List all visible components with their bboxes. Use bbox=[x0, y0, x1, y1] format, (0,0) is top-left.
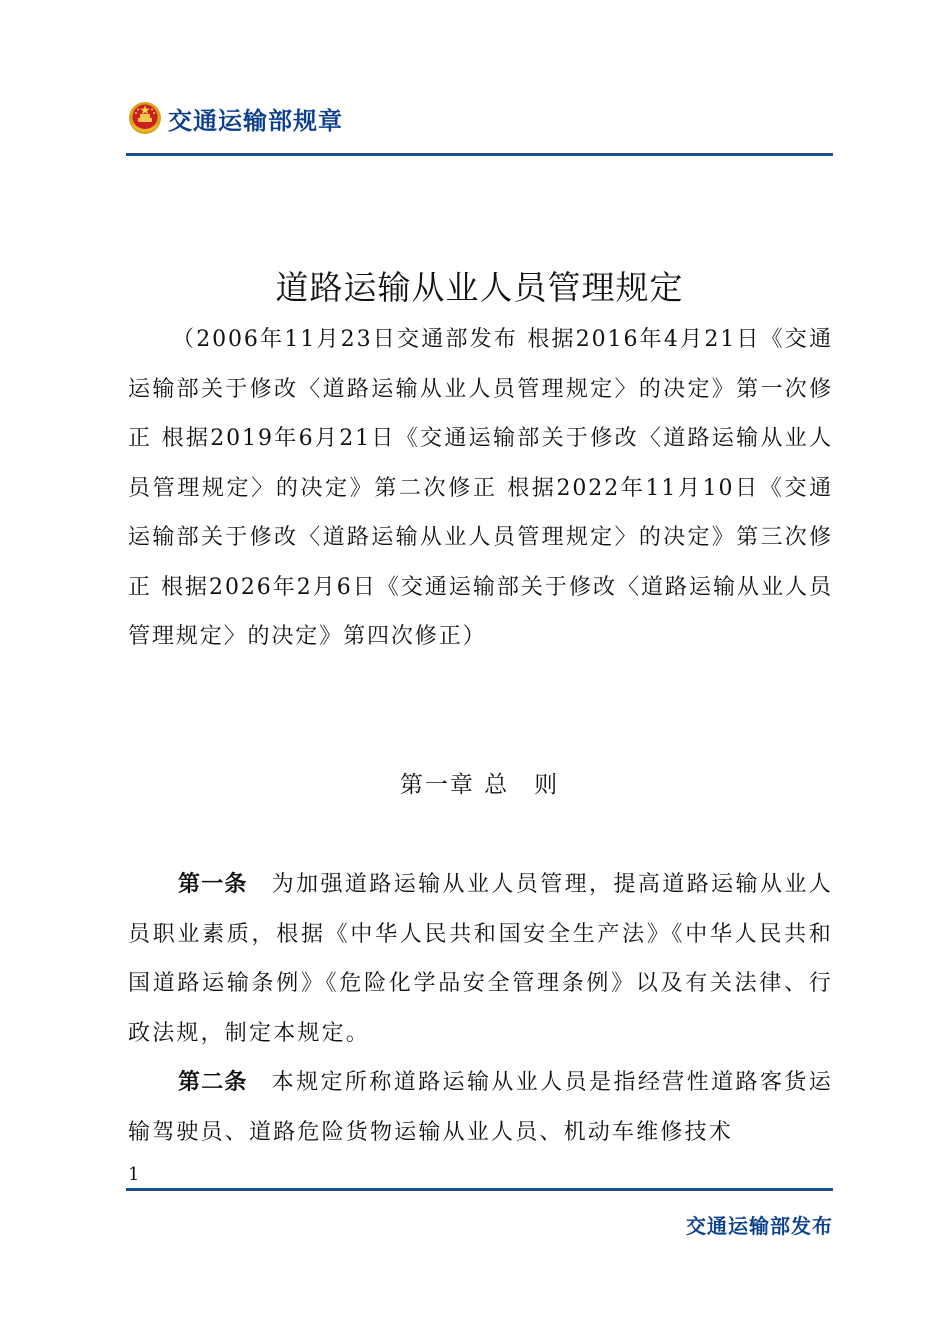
footer-publisher: 交通运输部发布 bbox=[686, 1214, 833, 1238]
footer-divider bbox=[126, 1188, 833, 1191]
page-number: 1 bbox=[128, 1164, 140, 1185]
document-title: 道路运输从业人员管理规定 bbox=[275, 268, 684, 307]
article-label: 第一条 bbox=[178, 872, 248, 897]
article-label: 第二条 bbox=[178, 1070, 248, 1095]
chapter-heading: 第一章 总 则 bbox=[399, 772, 560, 798]
national-emblem-icon bbox=[128, 101, 162, 135]
article-paragraph bbox=[128, 1058, 833, 1157]
header-divider bbox=[126, 153, 833, 156]
page-header bbox=[128, 96, 833, 140]
header-title: 交通运输部规章 bbox=[168, 106, 343, 135]
article-paragraph bbox=[128, 860, 833, 1058]
article-text: 本规定所称道路运输从业人员是指经营性道路客货运输驾驶员、道路危险货物运输从业人员、机动车维修技术 bbox=[128, 1070, 833, 1145]
article-text: 为加强道路运输从业人员管理，提高道路运输从业人员职业素质，根据《中华人民共和国安全生产法》《中华人民共和国道路运输条例》《危险化学品安全管理条例》以及有关法律、行政法规，制定本规定。 bbox=[128, 872, 833, 1046]
document-revision-note: （2006年11月23日交通部发布 根据2016年4月21日《交通运输部关于修改〈道路运输从业人员管理规定〉的决定》第一次修正 根据2019年6月21日《交通运输部关于修改〈道路运输从业人员管理规定〉的决定》第二次修正 根据2022年11月10日《交通运输部关于修改〈道路运输从业人员管理规定〉的决定》第三次修正 根据2026年2月6日《交通运输部关于修改〈道路运输从业人员管理规定〉的决定》第四次修正） bbox=[128, 327, 833, 649]
